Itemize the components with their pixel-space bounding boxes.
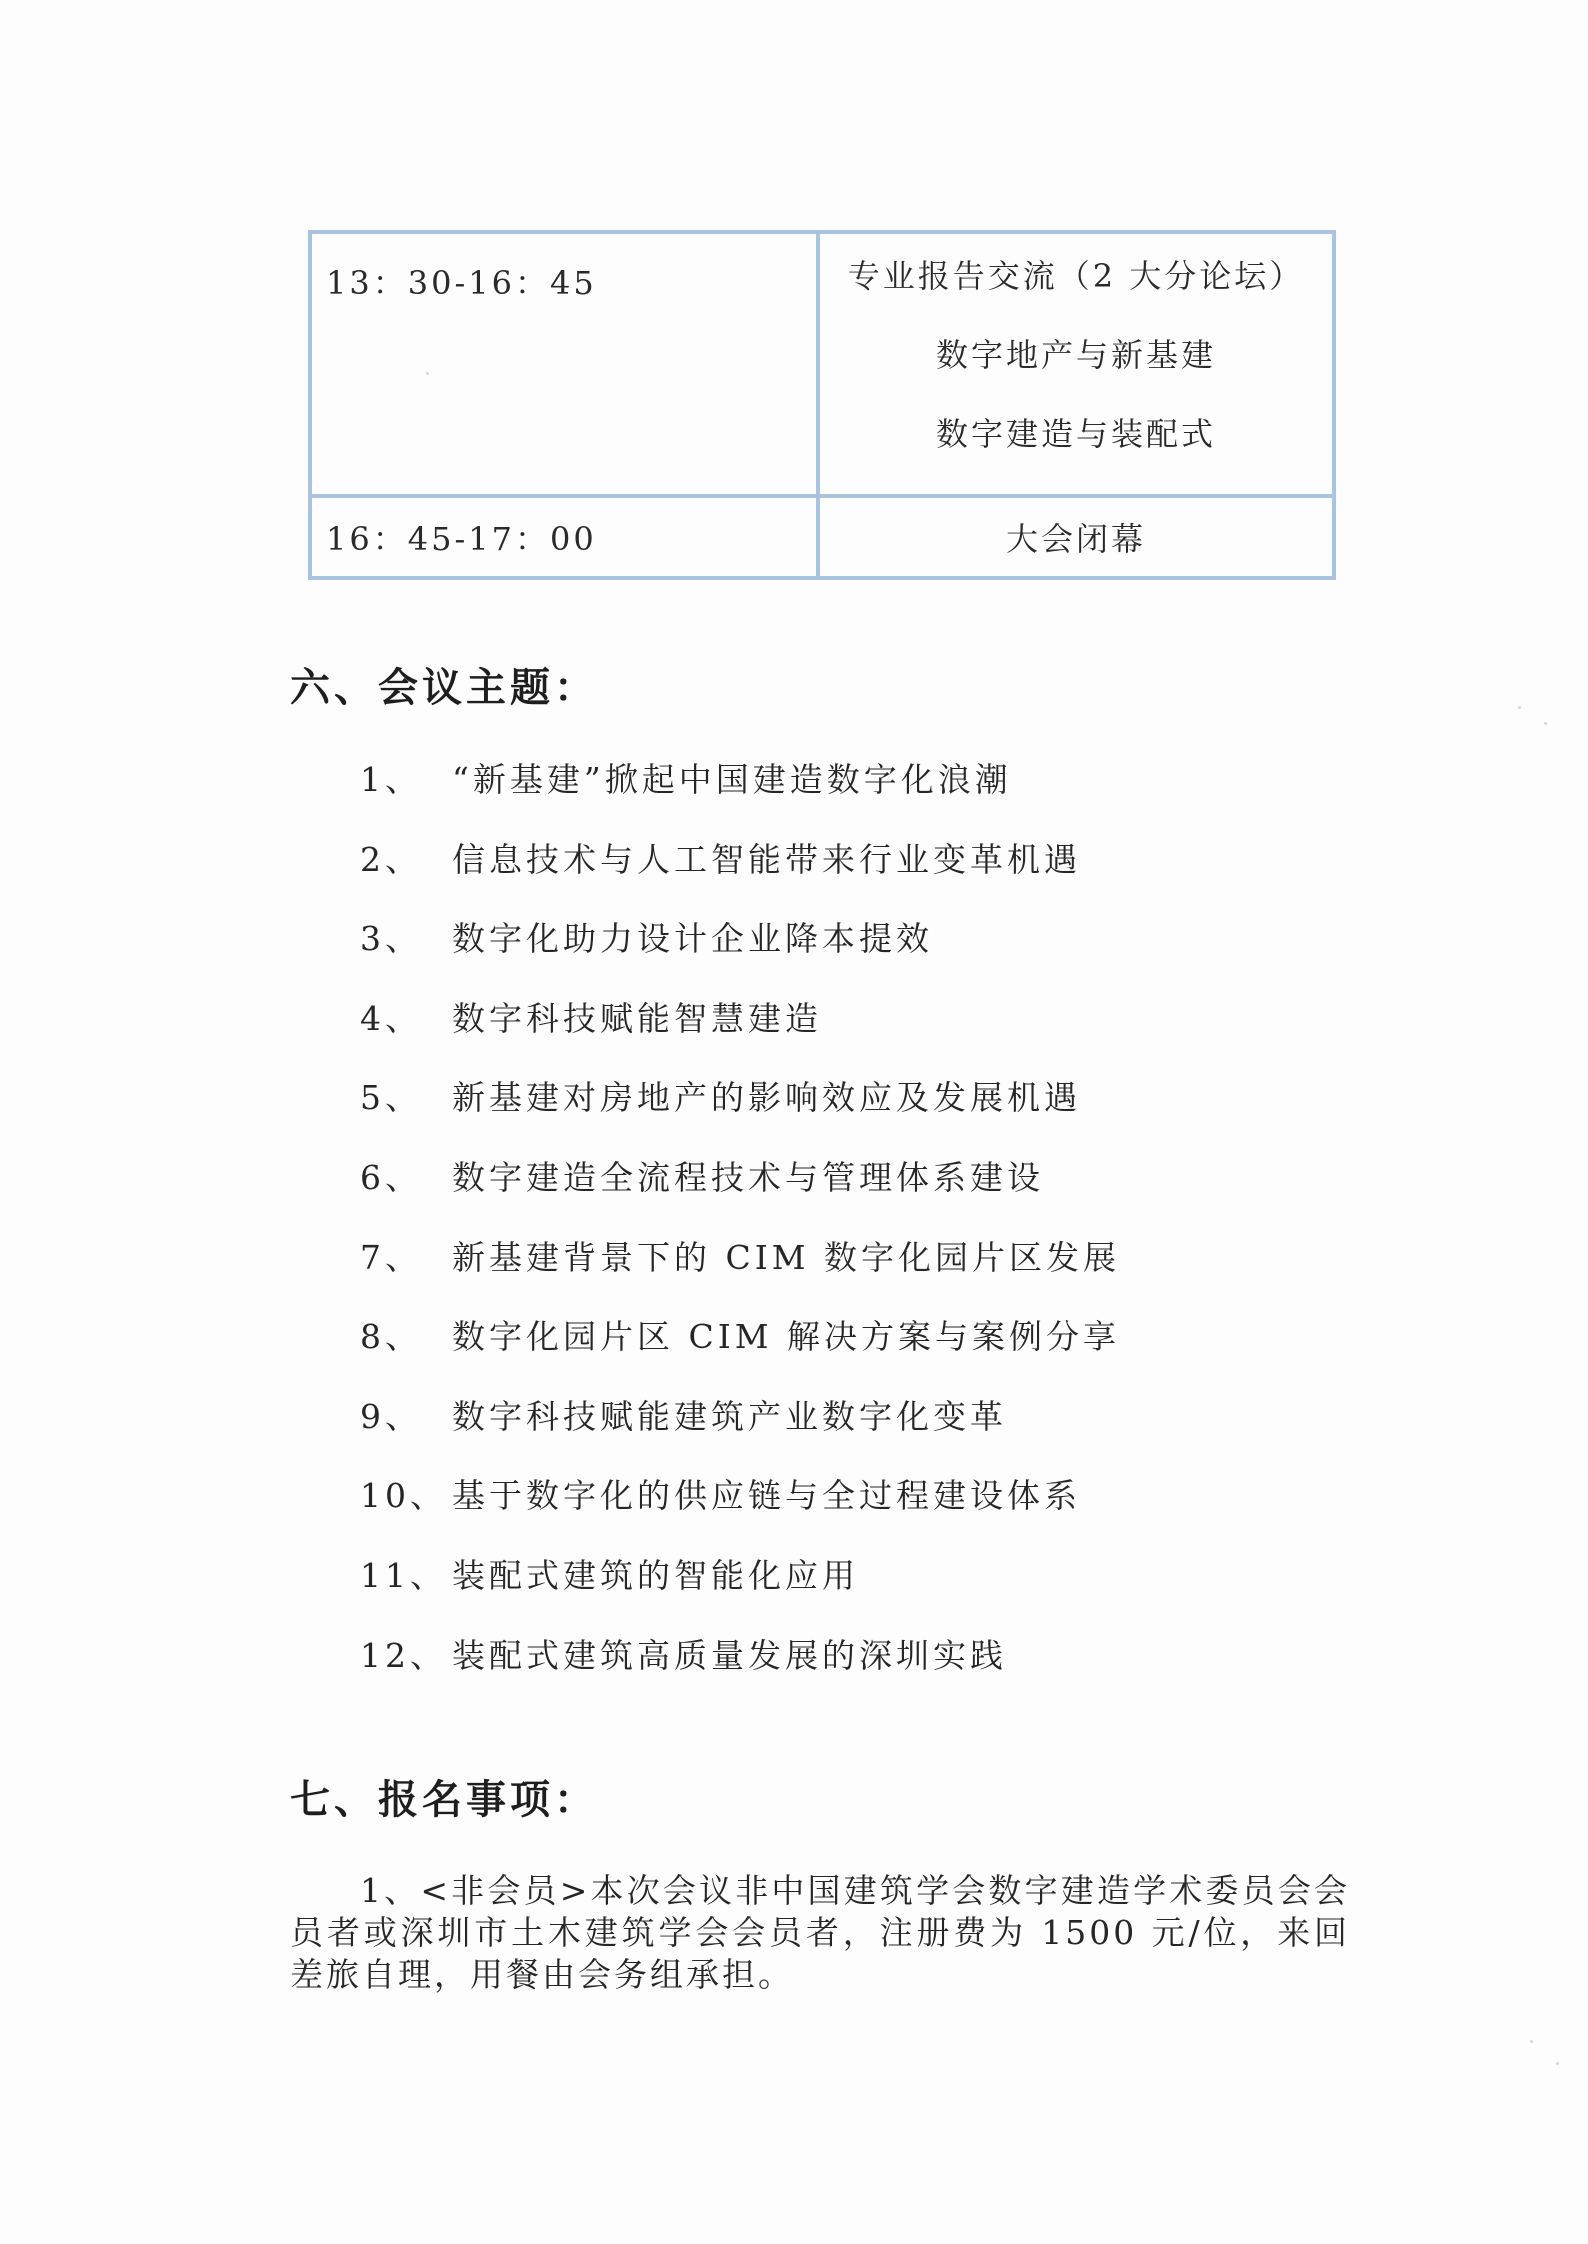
scan-speck: [1530, 2040, 1533, 2043]
schedule-activity-cell: [818, 232, 1334, 496]
list-item-text: 基于数字化的供应链与全过程建设体系: [452, 1476, 1081, 1516]
list-item: [360, 1550, 1120, 1630]
list-item-number: 9、: [360, 1396, 422, 1436]
list-item: [360, 913, 1120, 993]
list-item: [360, 1470, 1120, 1550]
scan-speck: [1518, 706, 1521, 709]
list-item: [360, 834, 1120, 914]
list-item-number: 1、: [360, 760, 422, 799]
schedule-table: [308, 230, 1336, 580]
list-item-text: 装配式建筑高质量发展的深圳实践: [452, 1635, 1007, 1675]
scan-speck: [1556, 2062, 1559, 2065]
list-item-number: 2、: [360, 839, 422, 879]
list-item-text: 新基建背景下的 CIM 数字化园片区发展: [452, 1237, 1121, 1277]
schedule-row: [310, 232, 1334, 496]
list-item-text: “新基建”掀起中国建造数字化浪潮: [452, 760, 1012, 799]
list-item-text: 装配式建筑的智能化应用: [452, 1555, 859, 1595]
scan-speck: [1544, 722, 1547, 725]
list-item-text: 数字化园片区 CIM 解决方案与案例分享: [452, 1317, 1121, 1357]
list-item-number: 8、: [360, 1317, 422, 1357]
list-item-text: 数字建造全流程技术与管理体系建设: [452, 1157, 1044, 1197]
list-item-number: 7、: [360, 1237, 422, 1277]
schedule-activity-line: 大会闭幕: [1005, 520, 1146, 558]
list-item-number: 5、: [360, 1078, 422, 1118]
schedule-time: 16：45-17：00: [326, 520, 597, 558]
list-item: [360, 1072, 1120, 1152]
schedule-activity-line: 专业报告交流（2 大分论坛）: [847, 257, 1305, 295]
list-item-text: 新基建对房地产的影响效应及发展机遇: [452, 1078, 1081, 1118]
schedule-time: 13：30-16：45: [326, 264, 597, 302]
list-item-number: 3、: [360, 919, 422, 959]
list-item: [360, 1391, 1120, 1471]
scan-speck: [426, 372, 429, 375]
section-heading-registration: 七、报名事项：: [290, 1776, 598, 1823]
list-item: [360, 1311, 1120, 1391]
list-item-number: 10、: [360, 1476, 447, 1516]
registration-paragraph: 1、<非会员>本次会议非中国建筑学会数字建造学术委员会会员者或深圳市土木建筑学会会员者，注册费为 1500 元/位，来回差旅自理，用餐由会务组承担。: [290, 1871, 1350, 1994]
schedule-row: [310, 496, 1334, 578]
schedule-time-cell: [310, 232, 818, 496]
list-item: [360, 754, 1120, 834]
schedule-activity-line: 数字建造与装配式: [935, 415, 1216, 453]
list-item-number: 4、: [360, 998, 422, 1038]
list-item-text: 数字科技赋能智慧建造: [452, 998, 822, 1038]
list-item-number: 11、: [360, 1555, 447, 1595]
list-item-text: 信息技术与人工智能带来行业变革机遇: [452, 839, 1081, 879]
list-item-text: 数字科技赋能建筑产业数字化变革: [452, 1396, 1007, 1436]
theme-list: [360, 754, 1120, 1709]
list-item-number: 12、: [360, 1635, 447, 1675]
schedule-time-cell: [310, 496, 818, 578]
schedule-activity-cell: [818, 496, 1334, 578]
list-item: [360, 993, 1120, 1073]
list-item-number: 6、: [360, 1157, 422, 1197]
section-heading-themes: 六、会议主题：: [290, 664, 598, 711]
schedule-activity-line: 数字地产与新基建: [935, 336, 1216, 374]
list-item: [360, 1152, 1120, 1232]
list-item: [360, 1232, 1120, 1312]
list-item-text: 数字化助力设计企业降本提效: [452, 919, 933, 959]
list-item: [360, 1630, 1120, 1710]
